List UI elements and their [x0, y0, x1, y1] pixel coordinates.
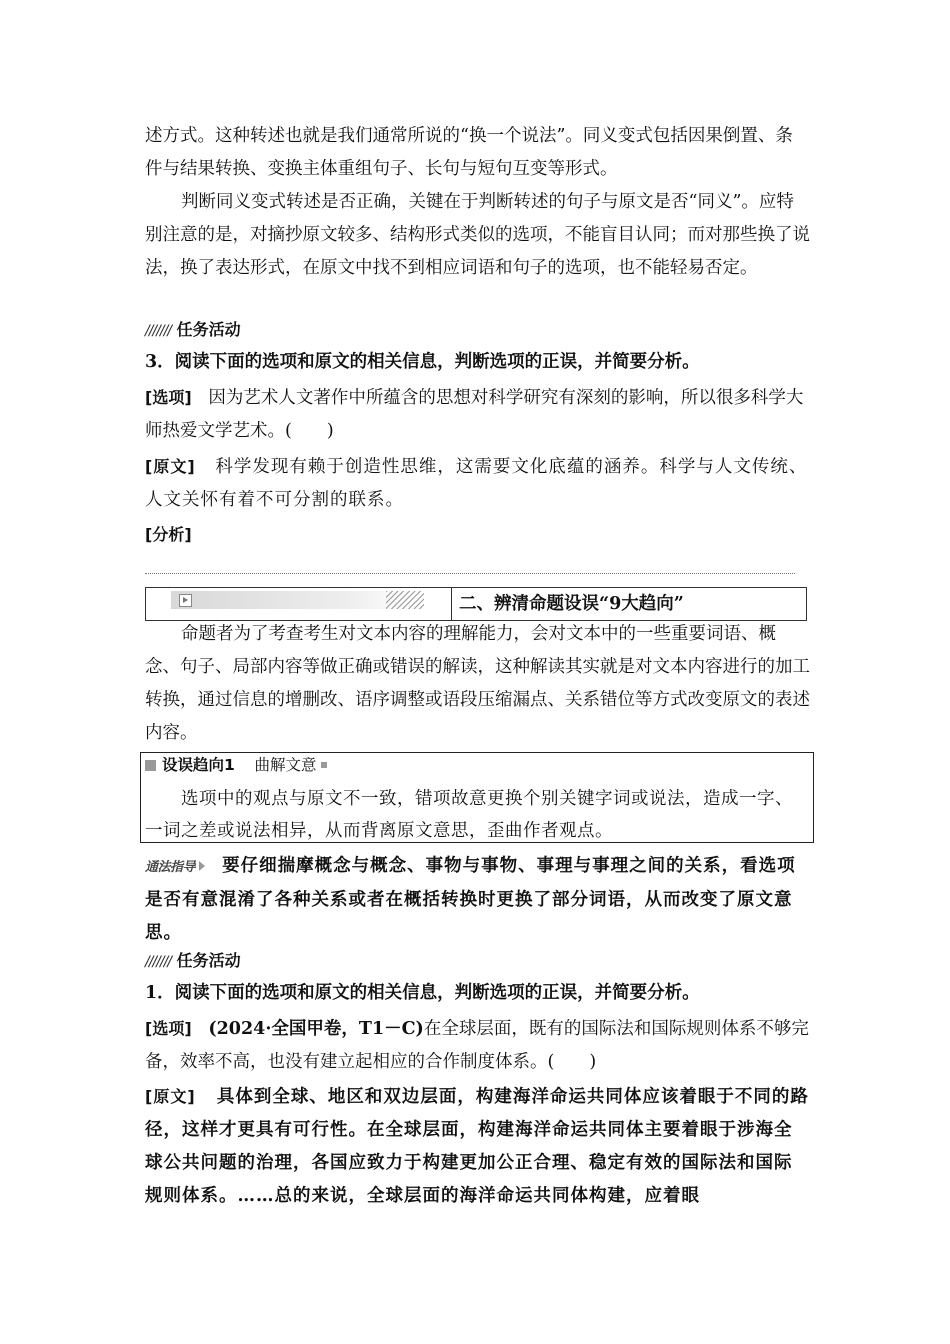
error-trend-label: 设误趋向1	[162, 756, 235, 774]
question-1-stem: 1．阅读下面的选项和原文的相关信息，判断选项的正误，并简要分析。	[145, 983, 700, 1003]
square-bullet-icon	[145, 760, 156, 771]
error-trend-header	[145, 755, 327, 775]
activity-label: 任务活动	[176, 320, 241, 339]
option-text: 因为艺术人文著作中所蕴含的思想对科学研究有深刻的影响，所以很多科学大师热爱文学艺术。( )	[145, 388, 804, 441]
small-square-icon	[321, 762, 327, 768]
banner-stripes	[386, 591, 424, 609]
paragraph-intro: 述方式。这种转述也就是我们通常所说的“换一个说法”。同义变式包括因果倒置、条件与结果转换、变换主体重组句子、长句与短句互变等形式。	[145, 126, 793, 179]
option-tag: [选项]	[145, 1019, 192, 1038]
source-tag: [原文]	[145, 457, 196, 476]
error-trend-box	[140, 752, 814, 843]
tip-paragraph	[145, 850, 810, 950]
tip-label: 通法指导	[145, 860, 196, 875]
source-text: 具体到全球、地区和双边层面，构建海洋命运共同体应该着眼于不同的路径，这样才更具有可行性。在全球层面，构建海洋命运共同体主要着眼于涉海全球公共问题的治理，各国应致力于构建更加公正合理、稳定有效的国际法和国际规则体系。……总的来说，全球层面的海洋命运共同体构建，应着眼	[145, 1087, 809, 1206]
tip-text: 要仔细揣摩概念与概念、事物与事物、事理与事理之间的关系，看选项是否有意混淆了各种关系或者在概括转换时更换了部分词语，从而改变了原文意思。	[145, 856, 796, 943]
source-tag: [原文]	[145, 1087, 196, 1106]
activity-header-2	[145, 949, 810, 974]
question-3-source	[145, 450, 810, 517]
paragraph-method: 命题者为了考查考生对文本内容的理解能力，会对文本中的一些重要词语、概念、句子、局部内容等做正确或错误的解读，这种解读其实就是对文本内容进行的加工转换，通过信息的增删改、语序调整或语段压缩漏点、关系错位等方式改变原文的表述内容。	[145, 624, 810, 743]
question-3-stem: 3．阅读下面的选项和原文的相关信息，判断选项的正误，并简要分析。	[145, 352, 700, 372]
slash-decoration: ///////	[145, 954, 172, 970]
analysis-tag: [分析]	[145, 525, 192, 544]
play-icon	[179, 594, 192, 607]
dotted-divider	[145, 573, 795, 574]
option-source: (2024·全国甲卷，T1－C)	[208, 1019, 424, 1039]
paragraph-judgement: 判断同义变式转述是否正确，关键在于判断转述的句子与原文是否“同义”。应特别注意的是，对摘抄原文较多、结构形式类似的选项，不能盲目认同；而对那些换了说法，换了表达形式，在原文中找不到相应词语和句子的选项，也不能轻易否定。	[145, 192, 810, 278]
activity-header-1	[145, 318, 810, 343]
question-3-option	[145, 381, 810, 448]
option-tag: [选项]	[145, 388, 192, 407]
slash-decoration: ///////	[145, 323, 172, 339]
section-divider	[451, 588, 452, 620]
triangle-icon	[199, 861, 205, 871]
error-trend-title: 曲解文意	[254, 756, 317, 774]
section-header	[145, 587, 807, 621]
question-1-option	[145, 1012, 810, 1079]
activity-label: 任务活动	[176, 951, 241, 970]
error-trend-body: 选项中的观点与原文不一致，错项故意更换个别关键字词或说法，造成一字、一词之差或说法相异，从而背离原文意思，歪曲作者观点。	[145, 789, 793, 841]
source-text: 科学发现有赖于创造性思维，这需要文化底蕴的涵养。科学与人文传统、人文关怀有着不可分割的联系。	[145, 457, 808, 510]
question-3-analysis	[145, 518, 810, 552]
question-1-source	[145, 1080, 810, 1213]
option-text: 在全球层面，既有的国际法和国际规则体系不够完备，效率不高，也没有建立起相应的合作制度体系。( )	[145, 1019, 809, 1072]
section-banner-bar	[171, 591, 421, 609]
section-title: 二、辨清命题设误“9大趋向”	[459, 594, 684, 614]
